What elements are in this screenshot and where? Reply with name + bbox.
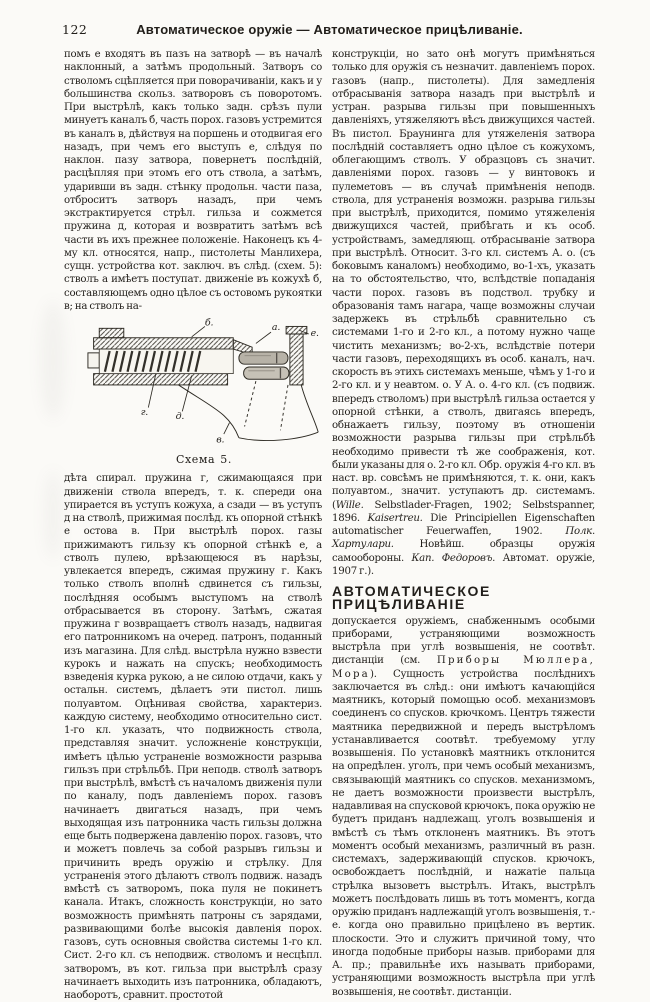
paragraph-spring-and-classes: дѣта спирал. пружина г, сжимающаяся при движеніи ствола впередъ, т. к. спереди она упирается въ уступъ кожуха, а сзади — въ уступъ д на стволѣ, прижимая послѣд. къ опорной стѣнкѣ е остова в. При выстрѣлѣ порох. газы прижимаютъ гильзу къ опорной стѣнкѣ е, а стволъ пулею, врѣзающеюся въ нарѣзы, увлекается впередъ, сжимая пружину г. Какъ только стволъ вполнѣ сдвинется съ гильзы, послѣдняя особымъ выступомъ на стволѣ отбрасывается въ сторону. Затѣмъ, сжатая пружина г возвращаетъ стволъ назадъ, надвигая его патронникомъ на очеред. патронъ, поданный изъ магазина. Для слѣд. выстрѣла нужно взвести курокъ и нажать на спускъ; необходимость взведенія курка рукою, а не силою отдачи, какъ у остальн. системъ, дѣлаетъ эти пистол. лишь полуавтом. Оцѣнивая свойства, характериз. каждую систему, необходимо относительно сист. 1-го кл. указать, что подвижность ствола, представляя значит. усложненіе конструкціи, имѣетъ цѣлью устраненіе возможности разрыва гильзъ при стрѣльбѣ. При неподв. стволѣ затворъ при выстрѣлѣ, вмѣстѣ съ началомъ движенія пули по каналу, подъ давленіемъ порох. газовъ начинаетъ двигаться назадъ, при чемъ выходящая изъ патронника часть гильзы должна еще быть подвержена давленію порох. газовъ, что и можетъ повлечь за собой разрывъ гильзы и причинить вредъ оружію и стрѣлку. Для устраненія этого дѣлаютъ стволъ подвиж. назадъ вмѣстѣ съ затворомъ, пока пуля не покинетъ канала. Итакъ, сложность конструкціи, но зато возможность примѣнять патроны съ зарядами, развивающими болѣе высокія давленія порох. газовъ, суть основныя свойства системы 1-го кл. Сист. 2-го кл. съ неподвиж. стволомъ и несцѣпл. затворомъ, въ кот. гильза при выстрѣлѣ сразу начинаетъ выходить изъ патронника, обладаютъ, наоборотъ, сравнит. простотой (64, 473, 322, 1001)
barrel-cartridges-shape (239, 352, 289, 379)
figure-label-g: г. (140, 407, 149, 419)
running-title: Автоматическое оружіе — Автоматическое прицѣливаніе. (136, 22, 523, 37)
right-column (332, 48, 595, 1002)
figure-label-a: а. (271, 322, 281, 334)
figure-caption: Схема 5. (175, 453, 233, 466)
page-header (64, 22, 595, 44)
paragraph-systems-comparison: конструкціи, но зато онѣ могутъ примѣняться только для оружія съ незначит. давленіемъ порох. газовъ (напр., пистолеты). Для замедленія отбрасыванія затвора назадъ при выстрѣлѣ и устран. разрыва гильзы при повышенныхъ давленіяхъ, утяжеляютъ вѣсъ движущихся частей. Въ пистол. Браунинга для утяжеленія затвора послѣдній составляетъ одно цѣлое съ кожухомъ, облегающимъ стволъ. У образцовъ съ значит. давленіями порох. газовъ — у винтовокъ и пулеметовъ — въ случаѣ примѣненія неподв. ствола, для устраненія возможн. разрыва гильзы при выстрѣлѣ, приходится, помимо утяжеленія движущихся частей, прибѣгать и къ особ. устройствамъ, замедляющ. отбрасываніе затвора при выстрѣлѣ. Относит. 3-го кл. системъ А. о. (съ боковымъ каналомъ) необходимо, во-1-хъ, указать на то обстоятельство, что, вслѣдствіе попаданія части порох. газовъ въ подствол. трубку и образованія тамъ нагара, чаще возможны случаи задержекъ въ стрѣльбѣ сравнительно съ системами 1-го и 2-го кл., а потому нужно чаще чистить механизмъ; во-2-хъ, вслѣдствіе потери части газовъ, переходящихъ въ особ. каналъ, нач. скорость въ этихъ системахъ меньше, чѣмъ у 1-го и 2-го кл. и у неавтом. о. У А. о. 4-го кл. (съ подвиж. впередъ стволомъ) при выстрѣлѣ гильза остается у опорной стѣнки, а стволъ, двигаясь впередъ, обнажаетъ гильзу, поэтому въ отношеніи возможности разрыва гильзы при стрѣльбѣ необходимо привести тѣ же соображенія, кот. были указаны для о. 2-го кл. Обр. оружія 4-го кл. въ наст. вр. совсѣмъ не примѣняются, т. к. они, какъ полуавтом., значит. уступаютъ др. системамъ. (Wille. Selbstlader-Fragen, 1902; Selbstspanner, 1896. Kaisertreu. Die Principiellen Eigenschaften automatischer Feuerwaffen, 1902. Полк. Хартулари. Новѣйш. образцы оружія самообороны. Кап. Федоровъ. Автомат. оружіе, 1907 г.). (332, 49, 595, 577)
housing-shape (88, 328, 252, 385)
figure-schema-5 (86, 317, 322, 466)
paragraph-auto-aiming: допускается оружіемъ, снабженнымъ особыми приборами, устраняющими возможность выстрѣла при углѣ возвышенія, не соотвѣт. дистанціи (см. Приборы Мюллера, Мора). Сущность устройства послѣднихъ заключается въ слѣд.: они имѣютъ качающійся маятникъ, который помощью особ. механизмовъ соединенъ со спусков. крючкомъ. Центръ тяжести маятника передвижной и передъ выстрѣломъ устанавливается соотвѣт. требуемому углу возвышенія. По установкѣ маятникъ отклонится на опредѣлен. уголъ, при чемъ особый механизмъ, связывающій маятникъ со спусков. механизмомъ, не даетъ возможности произвести выстрѣлъ, надавливая на спусковой крючокъ, пока оружію не будетъ приданъ надлежащ. уголъ возвышенія и вмѣстѣ съ тѣмъ отклоненъ маятникъ. Въ этотъ моментъ особый механизмъ, различный въ разн. системахъ, задерживающій спусков. крючокъ, освобождаетъ послѣдній, и нажатіе пальца стрѣлка вызоветъ выстрѣлъ. Итакъ, выстрѣлъ можетъ послѣдовать лишь въ тотъ моментъ, когда оружію приданъ надлежащій уголъ возвышенія, т.-е. когда оно правильно прицѣлено въ вертик. плоскости. Это и служитъ причиной тому, что иногда подобные приборы назыв. приборами для А. пр.; правильнѣе ихъ называть приборами, устраняющими возможность выстрѣла при углѣ возвышенія, не соотвѣт. дистанціи. (332, 615, 596, 998)
scan-smudge (40, 300, 66, 420)
figure-label-b: б. (204, 317, 214, 329)
left-column (64, 48, 322, 1002)
grip-outline-shape (179, 381, 319, 440)
figure-label-e: е. (310, 327, 319, 339)
text-columns (64, 48, 595, 1002)
section-heading-auto-aiming: АВТОМАТИЧЕСКОЕ ПРИЦѢЛИВАНІЕ (332, 583, 491, 613)
pistol-mechanism-diagram (86, 317, 322, 451)
end-wall-shape (286, 326, 307, 385)
figure-label-v: в. (216, 434, 225, 446)
paragraph-mechanism-description: помъ е входятъ въ пазъ на затворѣ — въ началѣ наклонный, а затѣмъ продольный. Затворъ со стволомъ сцѣпляется при поворачиваніи, какъ и у большинства скольз. затворовъ съ поворотомъ. При выстрѣлѣ, какъ только задн. срѣзъ пули минуетъ каналъ б, часть порох. газовъ устремится въ каналъ в, дѣйствуя на поршень и отодвигая его назадъ, при чемъ его выступъ е, слѣдуя по наклон. пазу затвора, повернетъ послѣдній, расцѣпляя при этомъ его отъ ствола, а затѣмъ, ударивши въ задн. стѣнку продольн. части паза, отброситъ затворъ назадъ, при чемъ экстрактируется стрѣл. гильза и сожмется пружина д, которая и возвратитъ затѣмъ всѣ части въ ихъ прежнее положеніе. Наконецъ къ 4-му кл. относятся, напр., пистолеты Манлихера, сущн. устройства кот. заключ. въ слѣд. (схем. 5): стволъ а имѣетъ поступат. движеніе въ кожухѣ б, составляющемъ одно цѣлое съ остовомъ рукоятки в; на стволъ на- (64, 49, 322, 312)
scan-smudge (44, 470, 62, 560)
page-number: 122 (62, 22, 88, 37)
figure-label-d: д. (175, 410, 185, 422)
